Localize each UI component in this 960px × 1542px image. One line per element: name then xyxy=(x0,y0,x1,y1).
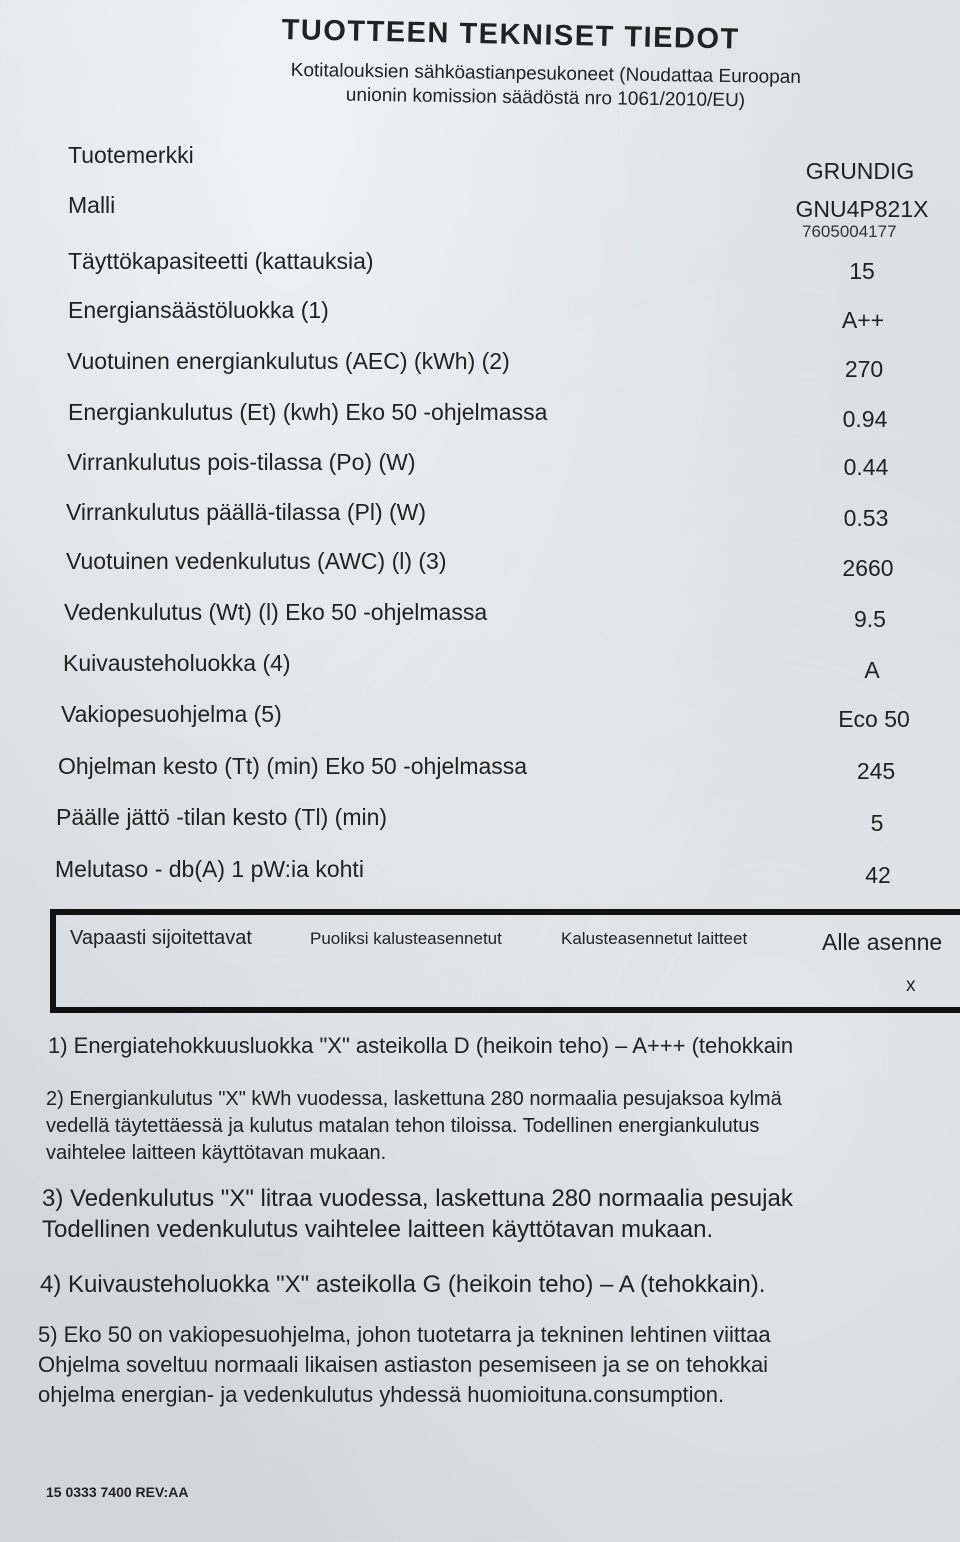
spec-row-drying-class xyxy=(0,650,960,684)
footnote-2: 2) Energiankulutus "X" kWh vuodessa, laskettuna 280 normaalia pesujaksoa kylmä vedellä täytettäessä ja kulutus matalan tehon tiloissa. Todellinen energiankulutus vaihtelee laitteen käyttötavan mukaan. xyxy=(46,1088,782,1164)
spec-value: GRUNDIG xyxy=(805,158,915,184)
install-option-semi-integrated: Puoliksi kalusteasennetut xyxy=(310,929,502,948)
spec-label: Päälle jättö -tilan kesto (Tl) (min) xyxy=(56,804,388,830)
installation-type-box xyxy=(50,909,960,1013)
spec-row-duration xyxy=(0,753,960,787)
spec-value: 0.94 xyxy=(842,406,888,432)
spec-label: Energiankulutus (Et) (kwh) Eko 50 -ohjelmassa xyxy=(68,399,548,425)
spec-row-energy-class xyxy=(0,297,960,331)
page-title: TUOTTEEN TEKNISET TIEDOT xyxy=(281,14,741,56)
spec-value: 245 xyxy=(856,758,896,784)
spec-row-wt xyxy=(0,599,960,633)
install-option-freestanding: Vapaasti sijoitettavat xyxy=(70,927,252,949)
spec-label: Vuotuinen vedenkulutus (AWC) (l) (3) xyxy=(66,548,447,574)
subtitle-line-2: unionin komission säädöstä nro 1061/2010/EU) xyxy=(345,84,746,112)
spec-label: Vakiopesuohjelma (5) xyxy=(61,701,282,727)
spec-value: A xyxy=(864,657,880,683)
spec-row-aec xyxy=(0,348,960,382)
spec-label: Energiansäästöluokka (1) xyxy=(68,297,329,323)
spec-row-noise xyxy=(0,856,960,890)
spec-label: Ohjelman kesto (Tt) (min) Eko 50 -ohjelmassa xyxy=(58,753,528,779)
spec-row-pl xyxy=(0,499,960,533)
spec-row-brand xyxy=(0,142,960,184)
spec-label: Vedenkulutus (Wt) (l) Eko 50 -ohjelmassa xyxy=(64,599,488,625)
spec-label: Virrankulutus päällä-tilassa (Pl) (W) xyxy=(66,499,427,525)
spec-value: 0.53 xyxy=(843,505,889,531)
spec-value: 270 xyxy=(844,356,884,382)
document-code: 15 0333 7400 REV:AA xyxy=(46,1484,189,1500)
spec-label: Vuotuinen energiankulutus (AEC) (kWh) (2) xyxy=(67,348,510,374)
spec-value: 9.5 xyxy=(854,606,886,632)
install-option-integrated: Kalusteasennetut laitteet xyxy=(561,929,748,948)
spec-value: 42 xyxy=(865,862,891,888)
footnote-4: 4) Kuivausteholuokka "X" asteikolla G (heikoin teho) – A (tehokkain). xyxy=(40,1271,766,1298)
install-selected-mark: x xyxy=(906,975,916,996)
spec-value: GNU4P821X xyxy=(795,196,929,222)
footnote-1: 1) Energiatehokkuusluokka "X" asteikolla D (heikoin teho) – A+++ (tehokkain xyxy=(48,1033,794,1058)
spec-value: 0.44 xyxy=(843,454,889,480)
spec-row-capacity xyxy=(0,248,960,282)
spec-label: Melutaso - db(A) 1 pW:ia kohti xyxy=(55,856,364,882)
spec-row-program xyxy=(0,701,960,735)
spec-value: Eco 50 xyxy=(838,706,910,732)
spec-value: 5 xyxy=(870,810,884,836)
spec-row-left-on xyxy=(0,804,960,838)
spec-row-et xyxy=(0,399,960,433)
spec-value: 15 xyxy=(849,258,875,284)
spec-row-awc xyxy=(0,548,960,582)
spec-label: Kuivausteholuokka (4) xyxy=(63,650,291,676)
spec-label: Virrankulutus pois-tilassa (Po) (W) xyxy=(67,449,416,475)
serial-number: 7605004177 xyxy=(802,222,897,241)
spec-label: Malli xyxy=(68,192,116,218)
spec-row-model xyxy=(0,192,960,226)
install-option-built-under: Alle asenne xyxy=(822,929,943,955)
spec-value: A++ xyxy=(841,307,885,333)
spec-value: 2660 xyxy=(842,555,894,581)
spec-label: Täyttökapasiteetti (kattauksia) xyxy=(68,248,374,274)
spec-row-po xyxy=(0,449,960,483)
footnote-3: 3) Vedenkulutus "X" litraa vuodessa, laskettuna 280 normaalia pesujak Todellinen vedenkulutus vaihtelee laitteen käyttötavan mukaan. xyxy=(42,1185,793,1243)
footnote-5: 5) Eko 50 on vakiopesuohjelma, johon tuotetarra ja tekninen lehtinen viittaa Ohjelma soveltuu normaali likaisen astiaston pesemiseen ja se on tehokkai ohjelma energian- ja vedenkulutus yhdessä huomioituna.consumption. xyxy=(38,1322,771,1407)
page-subtitle xyxy=(225,58,866,115)
spec-label: Tuotemerkki xyxy=(68,142,194,168)
subtitle-line-1: Kotitalouksien sähköastianpesukoneet (Noudattaa Euroopan xyxy=(290,59,802,89)
